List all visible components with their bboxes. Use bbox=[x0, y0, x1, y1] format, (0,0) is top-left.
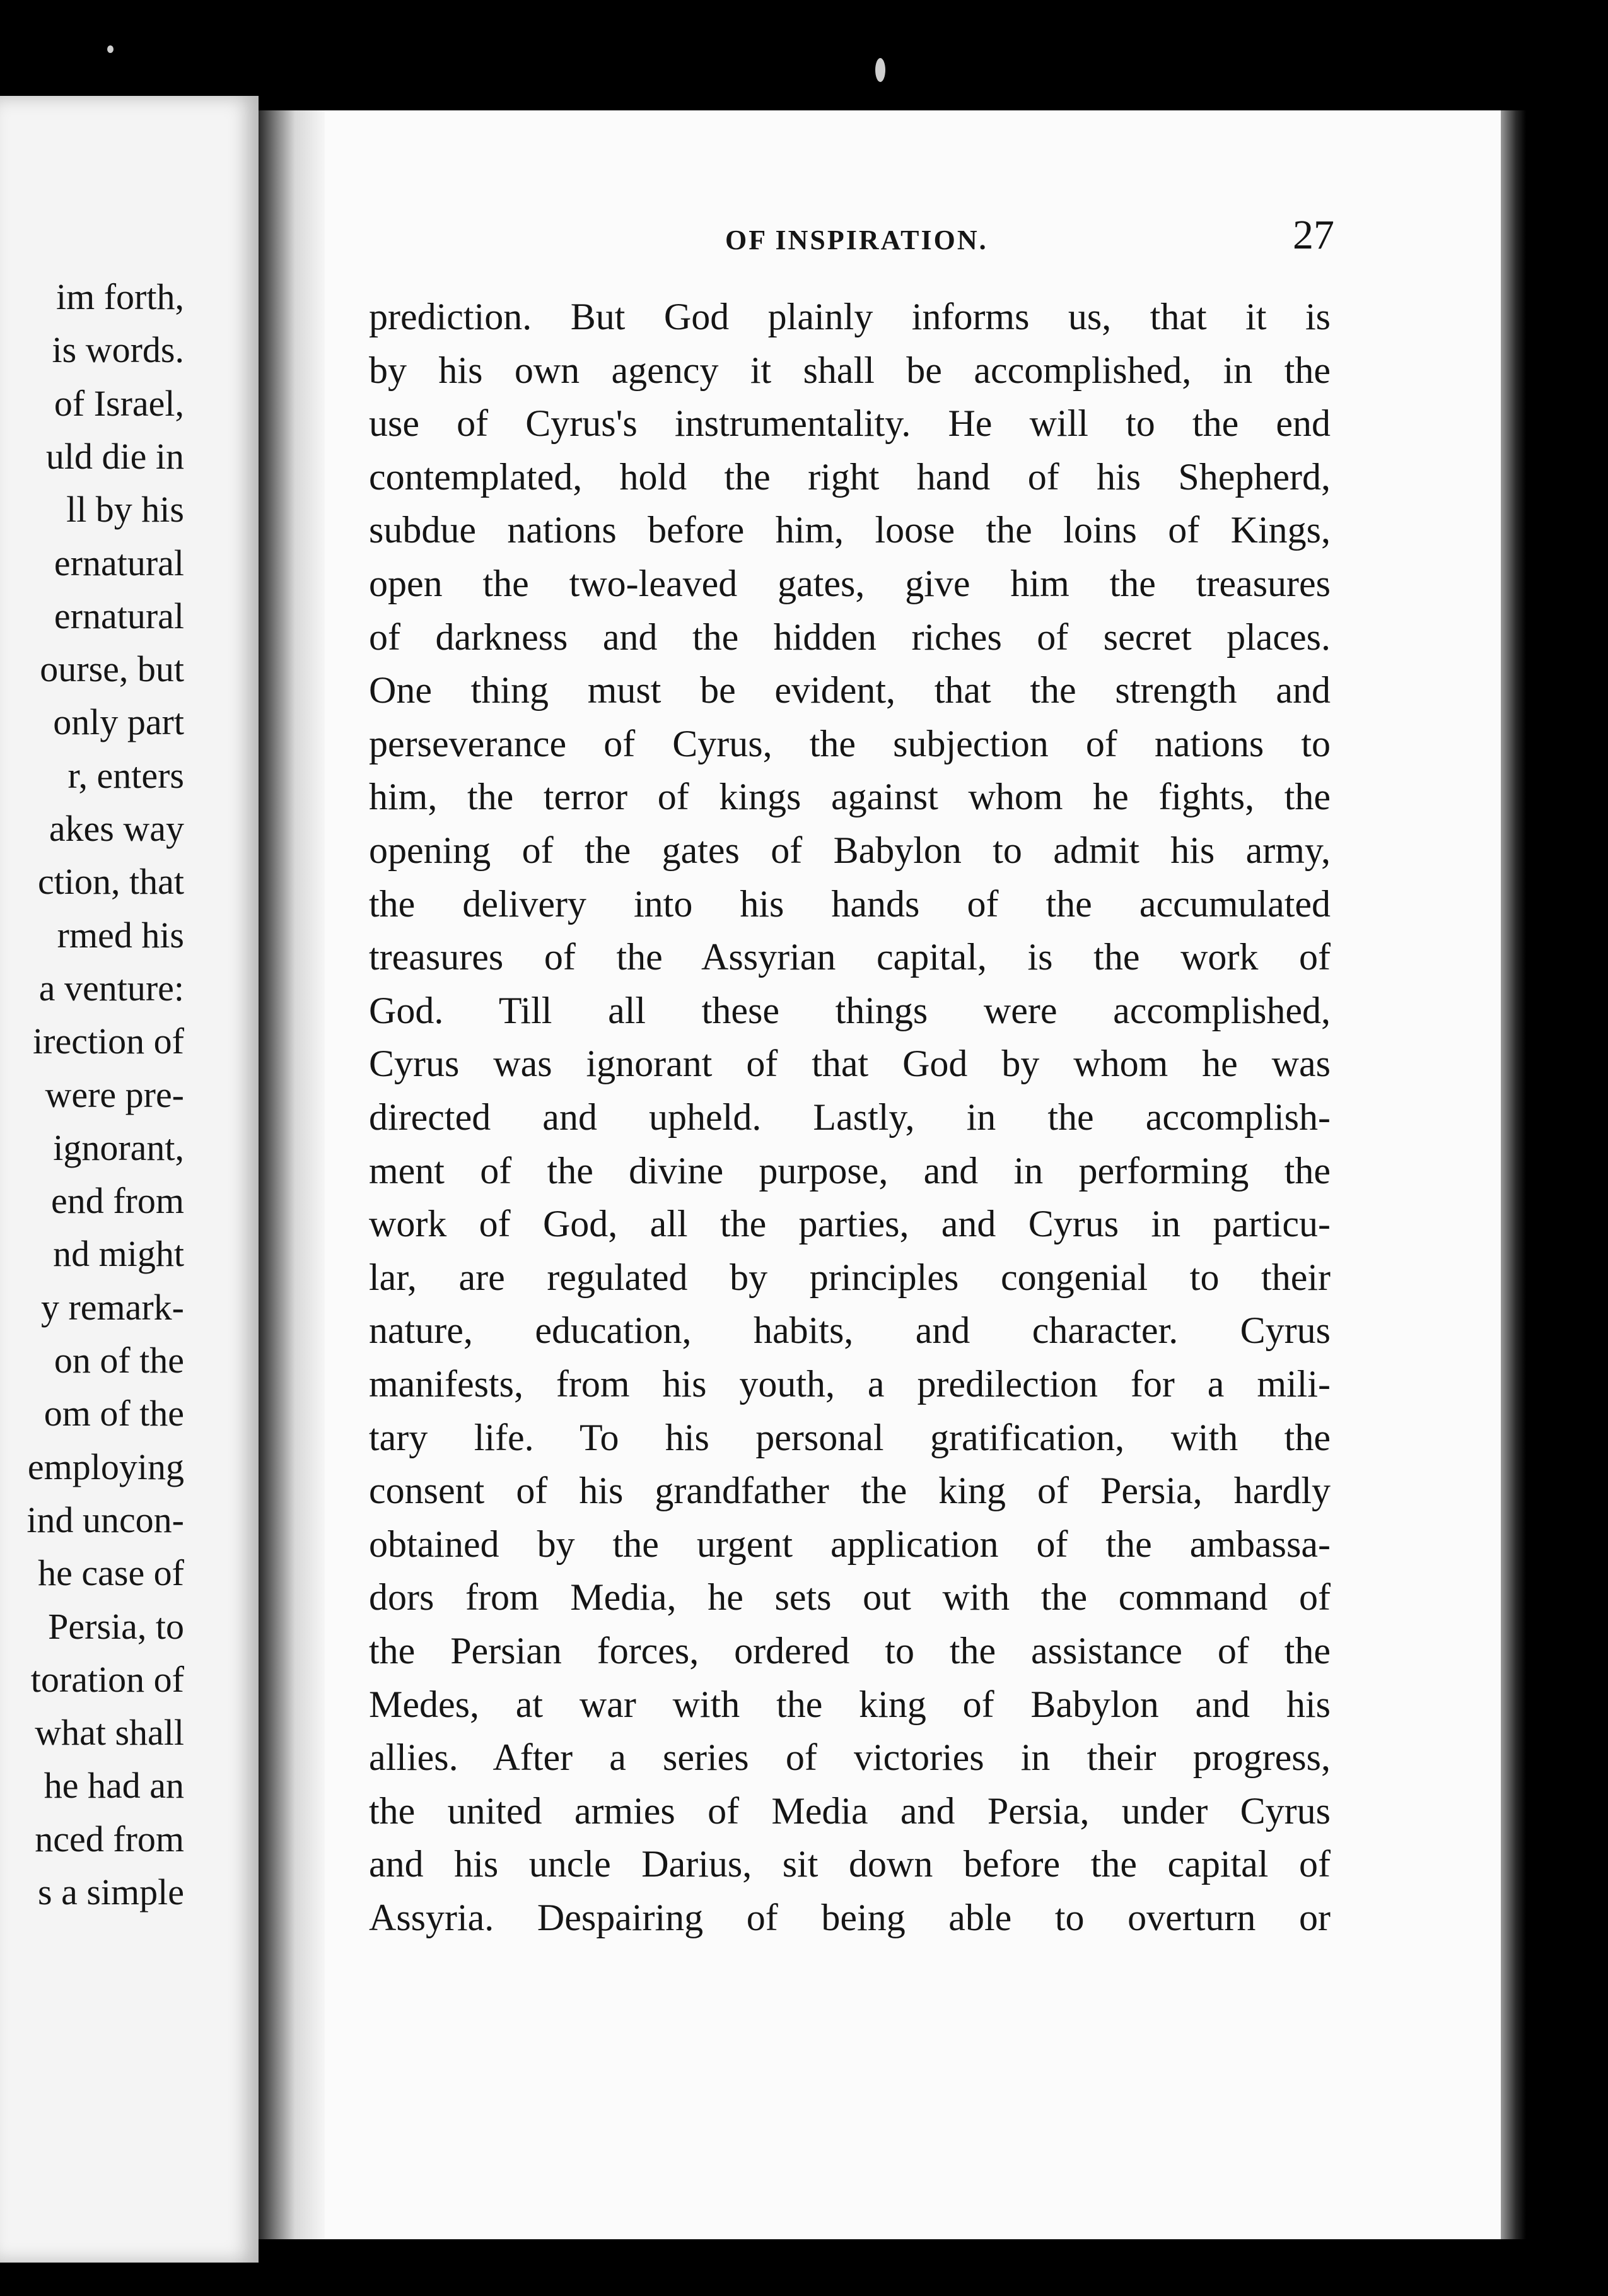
body-text-line: lar, are regulated by principles congenial to their bbox=[369, 1256, 1331, 1298]
body-text-line: tary life. To his personal gratification, with the bbox=[369, 1416, 1331, 1458]
scan-speck bbox=[107, 45, 114, 53]
body-text-line: manifests, from his youth, a predilection for a mili- bbox=[369, 1363, 1331, 1405]
body-text-line: opening of the gates of Babylon to admit his army, bbox=[369, 829, 1331, 871]
left-page-line: nd might bbox=[53, 1233, 184, 1275]
body-text-line: directed and upheld. Lastly, in the accomplish- bbox=[369, 1096, 1331, 1138]
body-text-line: the delivery into his hands of the accumulated bbox=[369, 882, 1331, 925]
body-text-line: God. Till all these things were accomplished, bbox=[369, 989, 1331, 1031]
body-text-line: treasures of the Assyrian capital, is the work of bbox=[369, 936, 1331, 978]
body-text-line: use of Cyrus's instrumentality. He will to the end bbox=[369, 402, 1331, 445]
body-text-line: him, the terror of kings against whom he fights, the bbox=[369, 776, 1331, 818]
body-text-line: Medes, at war with the king of Babylon and his bbox=[369, 1683, 1331, 1725]
left-page-line: is words. bbox=[52, 329, 184, 371]
left-page-line: ernatural bbox=[54, 542, 184, 583]
left-page-line: ction, that bbox=[38, 861, 184, 903]
left-page-line: end from bbox=[51, 1180, 184, 1222]
left-page-line: of Israel, bbox=[54, 382, 184, 424]
body-text-line: allies. After a series of victories in their progress, bbox=[369, 1737, 1331, 1779]
left-page-line: employing bbox=[27, 1446, 184, 1487]
left-page-line: r, enters bbox=[67, 754, 184, 796]
left-page-line: ourse, but bbox=[40, 648, 184, 690]
book-gutter bbox=[259, 110, 325, 2239]
left-page bbox=[0, 96, 259, 2263]
left-page-line: ernatural bbox=[54, 595, 184, 636]
body-text-line: subdue nations before him, loose the loins of Kings, bbox=[369, 509, 1331, 551]
left-page-line: what shall bbox=[35, 1712, 184, 1754]
left-page-line: Persia, to bbox=[48, 1605, 184, 1647]
body-text-line: consent of his grandfather the king of Persia, hardly bbox=[369, 1470, 1331, 1512]
scan-speck bbox=[875, 58, 885, 82]
body-text-line: work of God, all the parties, and Cyrus in particu- bbox=[369, 1203, 1331, 1245]
body-text-line: prediction. But God plainly informs us, that it is bbox=[369, 296, 1331, 337]
body-text-line: Assyria. Despairing of being able to overturn or bbox=[369, 1897, 1331, 1938]
body-text-line: open the two-leaved gates, give him the treasures bbox=[369, 563, 1331, 604]
left-page-line: y remark- bbox=[40, 1286, 184, 1328]
left-page-line: s a simple bbox=[38, 1871, 184, 1912]
page-number: 27 bbox=[1293, 212, 1334, 258]
body-text-line: obtained by the urgent application of the ambassa- bbox=[369, 1523, 1331, 1565]
left-page-line: only part bbox=[53, 701, 184, 743]
left-page-line: ll by his bbox=[66, 489, 184, 530]
left-page-line: om of the bbox=[44, 1393, 184, 1434]
running-header: OF INSPIRATION. bbox=[725, 225, 988, 255]
body-text-line: nature, education, habits, and character. Cyrus bbox=[369, 1309, 1331, 1352]
body-text-line: Cyrus was ignorant of that God by whom he was bbox=[369, 1043, 1331, 1085]
left-page-line: he case of bbox=[38, 1552, 184, 1594]
left-page-line: were pre- bbox=[45, 1074, 184, 1115]
body-text-line: the united armies of Media and Persia, under Cyrus bbox=[369, 1789, 1331, 1832]
body-text-line: of darkness and the hidden riches of secret places. bbox=[369, 616, 1331, 658]
left-page-line: im forth, bbox=[56, 276, 184, 317]
left-page-line: a venture: bbox=[38, 967, 184, 1009]
left-page-line: nced from bbox=[35, 1818, 184, 1860]
body-text-line: dors from Media, he sets out with the command of bbox=[369, 1576, 1331, 1619]
body-text-line: ment of the divine purpose, and in performing the bbox=[369, 1149, 1331, 1192]
left-page-line: irection of bbox=[33, 1021, 184, 1062]
left-page-line: on of the bbox=[54, 1340, 184, 1381]
left-page-line: he had an bbox=[44, 1765, 184, 1807]
left-page-line: toration of bbox=[30, 1658, 184, 1700]
left-page-line: akes way bbox=[49, 808, 184, 849]
page-edge-shadow bbox=[1501, 110, 1526, 2239]
left-page-line: ind uncon- bbox=[26, 1499, 184, 1540]
body-text-line: by his own agency it shall be accomplished, in the bbox=[369, 349, 1331, 391]
body-text-line: contemplated, hold the right hand of his Shepherd, bbox=[369, 455, 1331, 498]
body-text-line: the Persian forces, ordered to the assistance of the bbox=[369, 1630, 1331, 1672]
left-page-line: uld die in bbox=[45, 435, 184, 477]
left-page-line: rmed his bbox=[57, 914, 184, 956]
body-text-line: and his uncle Darius, sit down before the capital of bbox=[369, 1843, 1331, 1885]
left-page-line: ignorant, bbox=[53, 1127, 184, 1168]
body-text-line: One thing must be evident, that the strength and bbox=[369, 669, 1331, 712]
body-text-line: perseverance of Cyrus, the subjection of nations to bbox=[369, 722, 1331, 764]
